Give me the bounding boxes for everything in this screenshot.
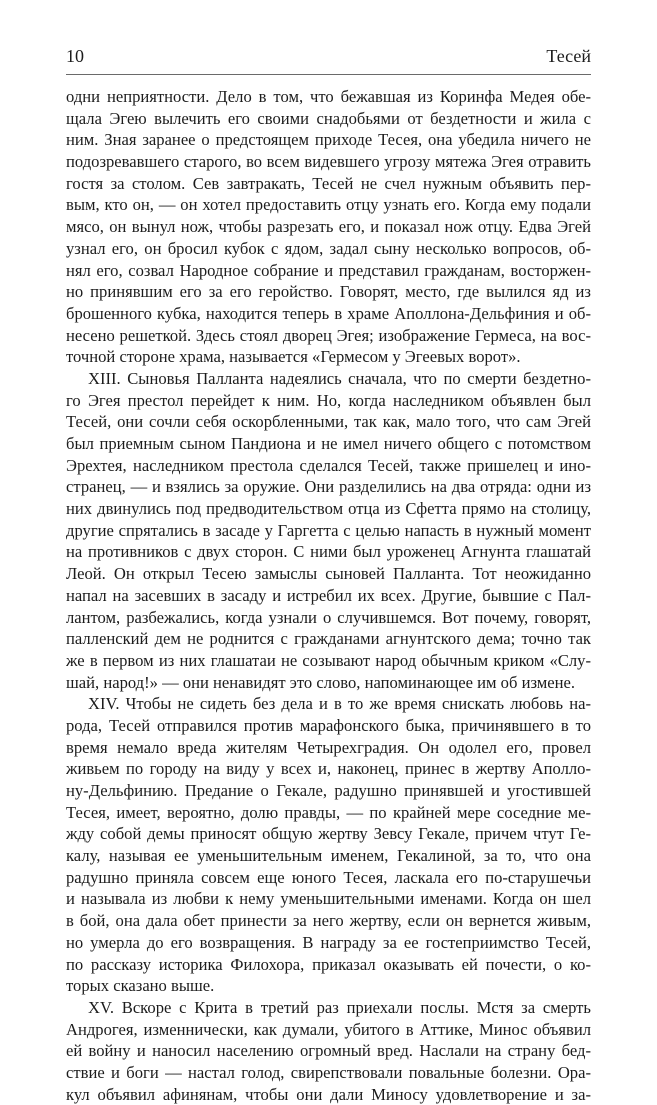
text-line: гостя за столом. Сев завтракать, Тесей не счел нужным объявить пер- <box>66 173 591 193</box>
text-line: несено решеткой. Здесь стоял дворец Эгея; изображение Гермеса, на вос- <box>66 325 591 345</box>
text-line: странец, — и взялись за оружие. Они разделились на два отряда: одни из <box>66 477 591 497</box>
text-line: другие спрятались в засаде у Гаргетта с целью напасть в нужный момент <box>66 520 591 540</box>
text-line: но принявшим его за его геройство. Говорят, место, где вылился яд из <box>66 282 591 302</box>
text-line: Андрогея, изменнически, как думали, убитого в Аттике, Минос объявил <box>66 1019 591 1039</box>
text-line: торых сказано выше. <box>66 976 215 996</box>
running-title: Тесей <box>546 46 591 66</box>
text-line: ним. Зная заранее о предстоящем приходе Тесея, она убедила ничего не <box>66 130 591 150</box>
text-line: время немало вреда жителям Четырехградия. Он одолел его, провел <box>66 737 591 757</box>
text-line: в бой, она дала обет принести за него жертву, если он вернется живым, <box>66 911 591 931</box>
text-line: же в первом из них глашатаи не созывают народ обычным криком «Слу- <box>66 650 591 670</box>
header-rule <box>66 74 591 75</box>
text-line: напал на засевших в засаду и истребил их всех. Другие, бывшие с Пал- <box>66 585 591 605</box>
text-line: но умерла до его возвращения. В награду за ее гостеприимство Тесей, <box>66 932 591 952</box>
text-line: го Эгея престол перейдет к ним. Но, когда наследником объявлен был <box>66 390 591 410</box>
text-line: рода, Тесей отправился против марафонского быка, причинявшего в то <box>66 715 591 735</box>
text-line: живьем по городу на виду у всех и, наконец, принес в жертву Аполло- <box>66 759 591 779</box>
text-line: палленский дем не роднится с гражданами агнунтского дема; точно так <box>66 629 591 649</box>
body-text <box>66 86 591 1105</box>
text-line: был приемным сыном Пандиона и не имел ничего общего с потомством <box>66 434 591 453</box>
text-line: узнал его, он бросил кубок с ядом, задал сыну несколько вопросов, об- <box>66 238 591 258</box>
text-line: на противников с двух сторон. С ними был уроженец Агнунта глашатай <box>66 542 591 562</box>
text-line: жду собой демы приносят общую жертву Зевсу Гекале, причем чтут Ге- <box>66 824 591 844</box>
text-line: брошенного кубка, находится теперь в храме Аполлона-Дельфиния и об- <box>66 303 591 323</box>
text-line: них двинулись под предводительством отца из Сфетта прямо на столицу, <box>66 499 591 519</box>
paragraph-start-line: XIV. Чтобы не сидеть без дела и в то же время снискать любовь на- <box>88 694 591 714</box>
text-line: нял его, созвал Народное собрание и представил гражданам, восторжен- <box>66 260 591 280</box>
text-line: лантом, разбежались, когда узнали о случившемся. Вот почему, говорят, <box>66 607 591 627</box>
paragraph-start-line: XV. Вскоре с Крита в третий раз приехали послы. Мстя за смерть <box>88 997 591 1017</box>
text-line: ствие и боги — настал голод, свирепствовали повальные болезни. Ора- <box>66 1062 591 1082</box>
text-line: калу, называя ее уменьшительным именем, Гекалиной, за то, что она <box>66 846 591 866</box>
text-line: Тесея, имеет, вероятно, долю правды, — по крайней мере соседние ме- <box>66 802 591 822</box>
text-line: одни неприятности. Дело в том, что бежавшая из Коринфа Медея обе- <box>66 87 591 106</box>
running-head <box>66 46 591 70</box>
text-line: мясо, он вынул нож, чтобы разрезать его, и показал нож отцу. Едва Эгей <box>66 217 591 237</box>
paragraph-start-line: XIII. Сыновья Палланта надеялись сначала, что по смерти бездетно- <box>88 368 591 388</box>
text-line: вым, кто он, — он хотел предоставить отцу узнать его. Когда ему подали <box>66 195 591 215</box>
text-line: шай, народ!» — они ненавидят это слово, напоминающее им об измене. <box>66 672 576 692</box>
text-line: Тесей, они сочли себя оскорбленными, так как, мало того, что сам Эгей <box>66 412 591 432</box>
text-line: подозревавшего старого, во всем видевшего угрозу мятежа Эгея отравить <box>66 152 591 172</box>
page-number: 10 <box>66 46 84 66</box>
text-line: ну-Дельфинию. Предание о Гекале, радушно принявшей и угостившей <box>66 781 591 800</box>
text-line: Леой. Он открыл Тесею замыслы сыновей Палланта. Тот неожиданно <box>66 564 591 584</box>
text-line: по рассказу историка Филохора, приказал оказывать ей почести, о ко- <box>66 954 591 974</box>
text-line: Эрехтея, наследником престола сделался Тесей, также пришелец и ино- <box>66 455 591 475</box>
text-line: радушно приняла совсем еще юного Тесея, ласкала его по-старушечьи <box>66 867 591 887</box>
text-line: кул объявил афинянам, чтобы они дали Миносу удовлетворение и за- <box>66 1084 591 1104</box>
text-line: ей войну и наносил населению огромный вред. Наслали на страну бед- <box>66 1041 591 1061</box>
text-line: и называла из любви к нему уменьшительными именами. Когда он шел <box>66 889 591 909</box>
text-line: щала Эгею вылечить его своими снадобьями от бездетности и жила с <box>66 108 591 128</box>
text-line: точной стороне храма, называется «Гермесом у Эгеевых ворот». <box>66 347 521 367</box>
